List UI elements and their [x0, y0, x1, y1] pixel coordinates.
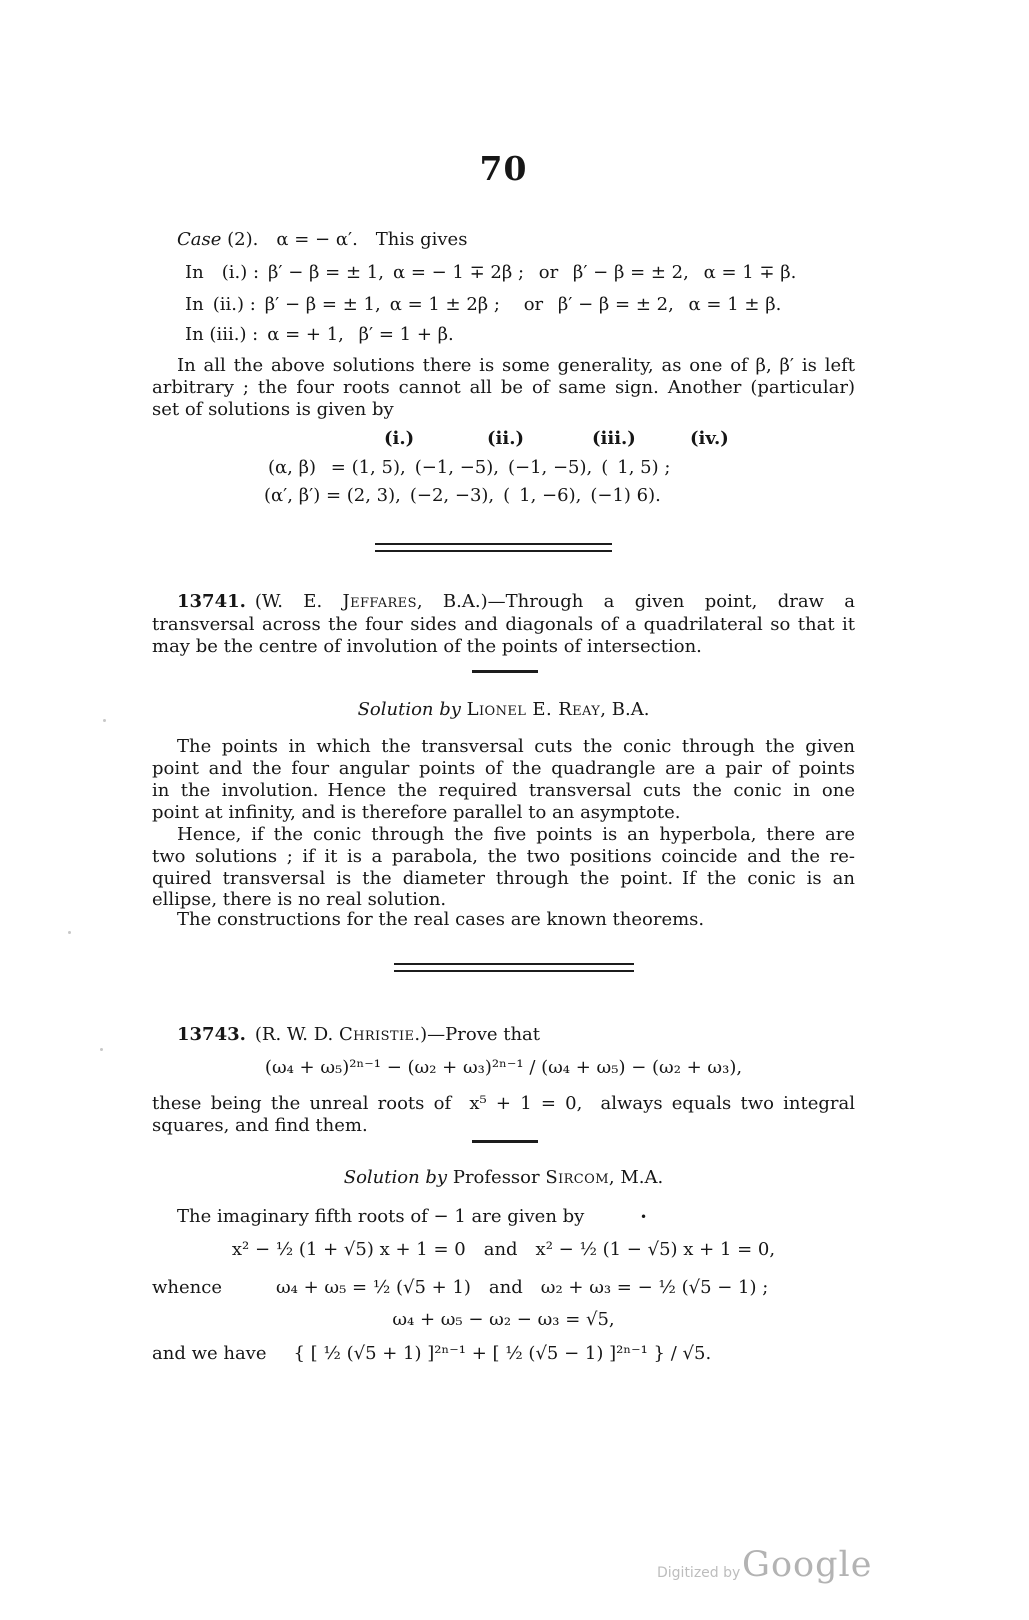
column-header-iv: (iv.)	[690, 428, 729, 449]
problem-text: .)—Prove that	[414, 1024, 541, 1045]
solution-13741-line: Hence, if the conic through the five points is an hyperbola, there are	[177, 824, 855, 845]
solution-by-label: Solution by	[357, 699, 467, 720]
page-number: 70	[479, 149, 528, 188]
digitized-by-label: Digitized by	[657, 1565, 741, 1581]
column-header-ii: (ii.)	[487, 428, 524, 449]
case-line-iii: In (iii.) : α = + 1, β′ = 1 + β.	[185, 324, 454, 345]
short-rule	[472, 1140, 538, 1143]
table-row-alpha-beta: (α, β) = (1, 5), (−1, −5), (−1, −5), ( 1, 5) ;	[268, 457, 671, 478]
solution-13741-line: point and the four angular points of the quadrangle are a pair of points	[152, 758, 855, 779]
solution-13741-line: The constructions for the real cases are known theorems.	[177, 909, 705, 930]
solver-suffix: , B.A.	[600, 699, 650, 720]
column-header-i: (i.)	[384, 428, 415, 449]
solution-13741-line: in the involution. Hence the required transversal cuts the conic in one	[152, 780, 855, 801]
case-heading	[177, 228, 467, 251]
solver-name: Lionel E. Reay	[466, 699, 601, 720]
problem-13741-line: may be the centre of involution of the points of intersection.	[152, 636, 702, 657]
solution-13743-equation: x² − ½ (1 + √5) x + 1 = 0 and x² − ½ (1 − √5) x + 1 = 0,	[231, 1239, 776, 1260]
general-paragraph-line: set of solutions is given by	[152, 399, 394, 420]
proposer-pre: (W. E.	[245, 591, 343, 612]
solution-13743-intro: The imaginary fifth roots of − 1 are given by	[177, 1206, 585, 1227]
problem-number: 13743.	[177, 1024, 246, 1045]
problem-13741-line: transversal across the four sides and diagonals of a quadrilateral so that it	[152, 614, 855, 635]
ink-dot-artifact: •	[640, 1210, 648, 1224]
solver-name: Sircom	[545, 1167, 609, 1188]
scan-speck	[68, 931, 71, 934]
problem-13743-line: these being the unreal roots of x⁵ + 1 = 0, always equals two integral	[152, 1093, 855, 1114]
problem-number: 13741.	[177, 591, 246, 612]
solution-13743-result-line: and we have { [ ½ (√5 + 1) ]²ⁿ⁻¹ + [ ½ (√5 − 1) ]²ⁿ⁻¹ } / √5.	[152, 1343, 712, 1364]
solution-13743-whence-line: whence ω₄ + ω₅ = ½ (√5 + 1) and ω₂ + ω₃ = − ½ (√5 − 1) ;	[152, 1277, 769, 1298]
solution-by-label: Solution by	[343, 1167, 453, 1188]
general-paragraph-line: In all the above solutions there is some generality, as one of β, β′ is left	[177, 355, 855, 376]
proposer-name: Christie	[338, 1024, 415, 1045]
case-label: Case	[177, 229, 222, 250]
proposer-pre: (R. W. D.	[245, 1024, 339, 1045]
table-row-alpha-beta-prime: (α′, β′) = (2, 3), (−2, −3), ( 1, −6), (−1) 6).	[264, 485, 661, 506]
scan-speck	[100, 1048, 103, 1051]
solution-13743-equation: ω₄ + ω₅ − ω₂ − ω₃ = √5,	[392, 1309, 615, 1330]
problem-text: , B.A.)—Through a given point, draw a	[416, 591, 856, 612]
case-rest: (2). α = − α′. This gives	[221, 229, 468, 250]
google-logo: Google	[742, 1545, 873, 1585]
scan-speck	[103, 719, 106, 722]
solution-13741-line: The points in which the transversal cuts the conic through the given	[177, 736, 855, 757]
solution-byline-13743	[152, 1166, 855, 1189]
column-header-iii: (iii.)	[592, 428, 636, 449]
problem-13743-heading	[152, 1023, 540, 1046]
general-paragraph-line: arbitrary ; the four roots cannot all be of same sign. Another (particular)	[152, 377, 855, 398]
solution-13741-line: point at infinity, and is therefore parallel to an asymptote.	[152, 802, 681, 823]
short-rule	[472, 670, 538, 673]
solver-title: Professor	[452, 1167, 546, 1188]
problem-13743-line: squares, and find them.	[152, 1115, 368, 1136]
solution-13741-line: two solutions ; if it is a parabola, the two positions coincide and the re-	[152, 846, 855, 867]
section-divider-double-rule	[394, 963, 634, 972]
solver-suffix: , M.A.	[608, 1167, 664, 1188]
section-divider-double-rule	[375, 543, 612, 552]
solution-byline-13741	[152, 698, 855, 721]
case-line-ii: In (ii.) : β′ − β = ± 1, α = 1 ± 2β ; or β′ − β = ± 2, α = 1 ± β.	[185, 294, 782, 315]
proposer-name: Jeffares	[342, 591, 417, 612]
case-line-i: In (i.) : β′ − β = ± 1, α = − 1 ∓ 2β ; or β′ − β = ± 2, α = 1 ∓ β.	[185, 262, 797, 283]
problem-13743-formula: (ω₄ + ω₅)²ⁿ⁻¹ − (ω₂ + ω₃)²ⁿ⁻¹ / (ω₄ + ω₅) − (ω₂ + ω₃),	[264, 1057, 743, 1078]
solution-13741-line: quired transversal is the diameter through the point. If the conic is an	[152, 868, 855, 889]
solution-13741-line: ellipse, there is no real solution.	[152, 889, 447, 910]
